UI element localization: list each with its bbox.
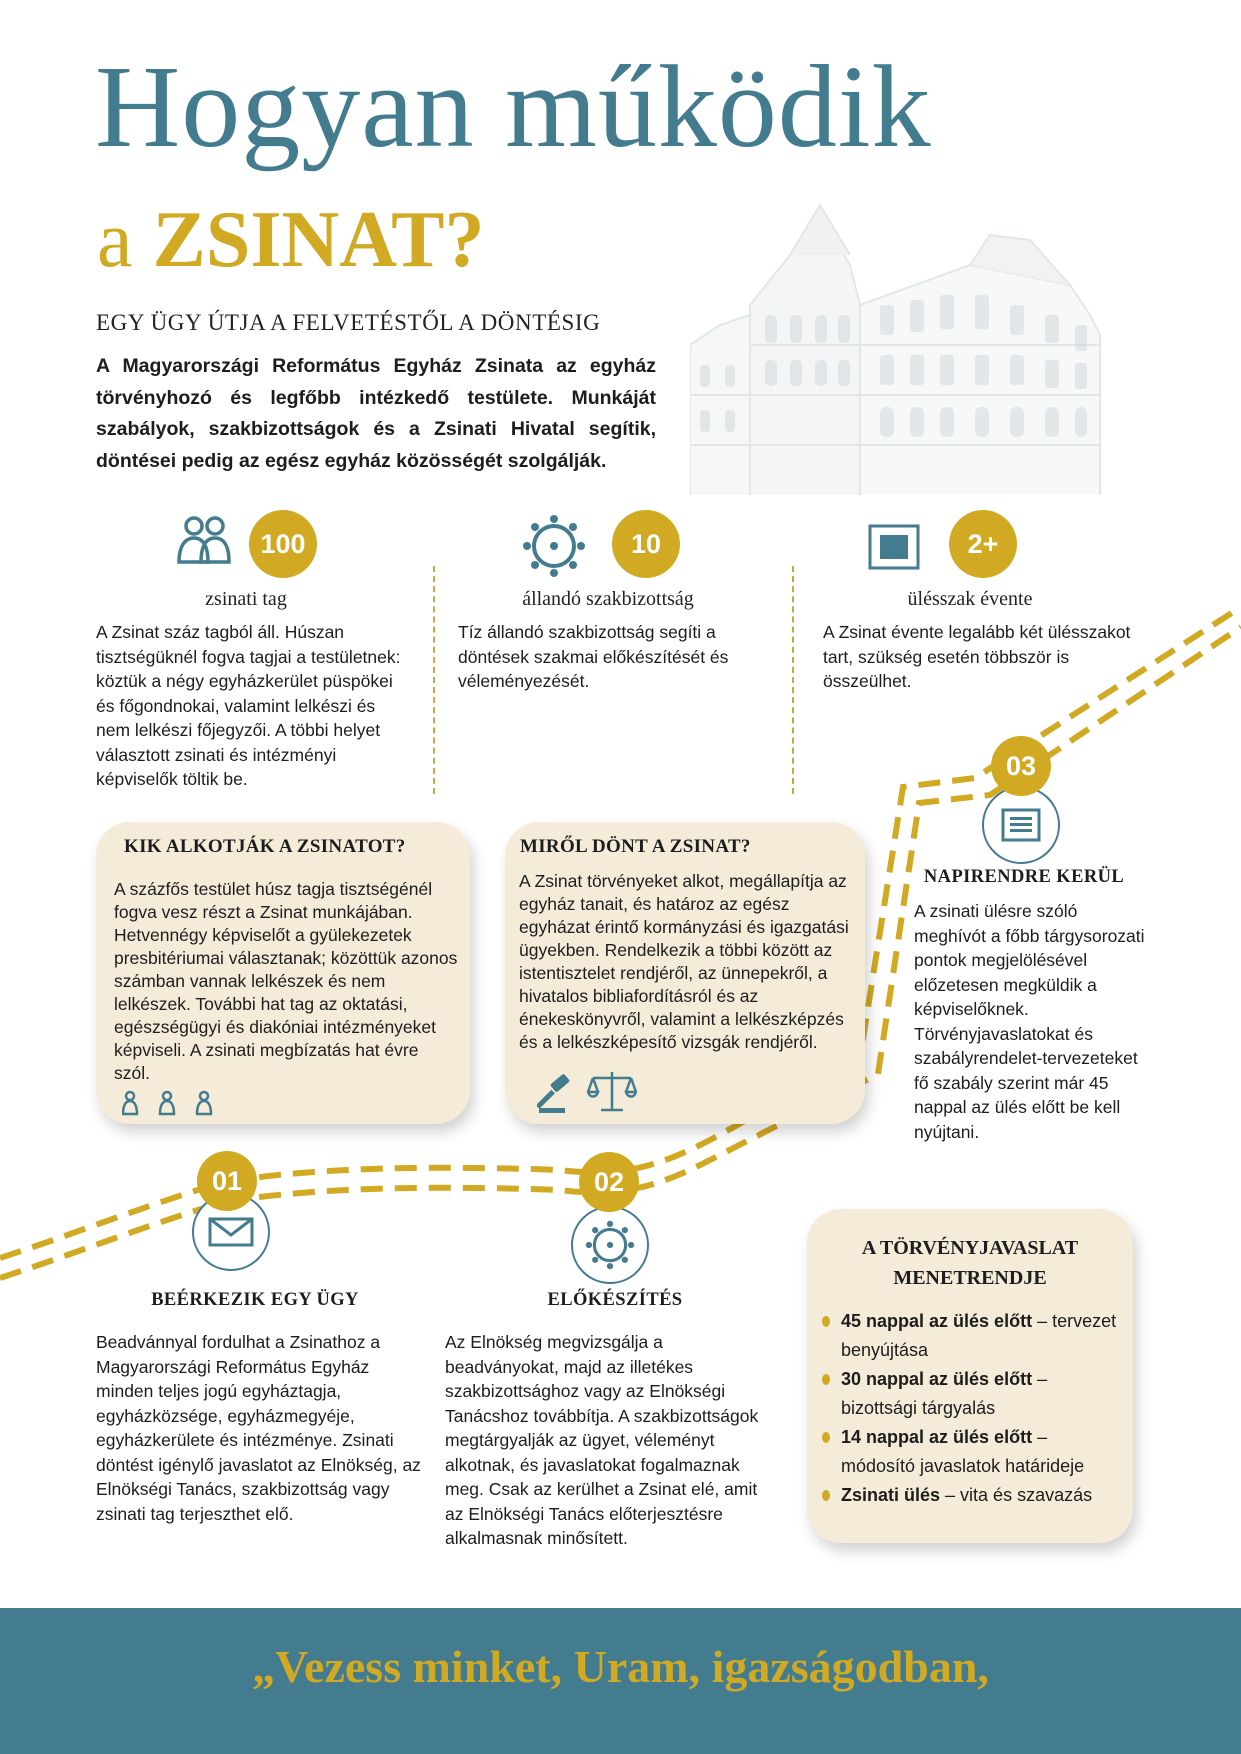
stat-label-committees: állandó szakbizottság	[522, 588, 694, 610]
bullet-dot	[822, 1490, 830, 1501]
people-icon	[122, 1090, 218, 1116]
stat-text-committees: Tíz állandó szakbizottság segíti a döntések szakmai előkészítését és véleményezését.	[458, 622, 729, 691]
page-title: Hogyan működik	[95, 41, 932, 172]
footer-quote: „Vezess minket, Uram, igazságodban,	[252, 1641, 989, 1692]
bullet-dot	[822, 1316, 830, 1327]
card-title-members: KIK ALKOTJÁK A ZSINATOT?	[124, 836, 406, 857]
step-title-01: BEÉRKEZIK EGY ÜGY	[151, 1290, 359, 1310]
timeline-title-line1: A TÖRVÉNYJAVASLAT	[861, 1237, 1079, 1259]
step-text-02: Az Elnökség megvizsgálja a beadványokat, majd az illetékes szakbizottsághoz vagy az Elnökségi Tanácshoz továbbítja. A szakbizottságok megtárgyalják az ügyet, véleményt alkotnak, és javaslatokat fogalmaznak meg. Csak az kerülhet a Zsinat elé, amit az Elnökségi Tanács előterjesztésre alkalmasnak minősített.	[445, 1332, 759, 1548]
step-text-01: Beadvánnyal fordulhat a Zsinathoz a Magyarországi Református Egyház minden teljes jogú egyháztagja, egyházközsége, egyházmegyéje, egyházkerülete és intézménye. Zsinati döntést igénylő javaslatot az Elnökség, az Elnökségi Tanács, szakbizottság vagy zsinati tag terjeszthet elő.	[96, 1332, 421, 1524]
agenda-icon	[1001, 808, 1041, 842]
timeline-item-bold: 14 nappal az ülés előtt	[841, 1427, 1033, 1447]
step-text-03: A zsinati ülésre szóló meghívót a főbb tárgysorozati pontok megjelölésével előzetesen megküldik a képviselőknek. Törvényjavaslatokat és szabályrendelet-tervezeteket fő szabály szerint már 45 nappal az ülés előtt be kell nyújtani.	[914, 901, 1145, 1142]
title-zsinat: ZSINAT?	[152, 196, 485, 284]
timeline-item-bold: 30 nappal az ülés előtt	[841, 1369, 1033, 1389]
timeline-item-bold: Zsinati ülés	[841, 1485, 941, 1505]
stat-text-members: A Zsinat száz tagból áll. Húszan tisztségüknél fogva tagjai a testületnek: köztük a négy egyházkerület püspökei és főgondnokai, valamint lelkészi és nem lelkészi főjegyzői. A többi helyet választott zsinati és intézményi képviselők töltik be.	[96, 622, 401, 789]
title-article: a	[97, 196, 133, 284]
card-members	[96, 822, 470, 1124]
bullet-dot	[822, 1432, 830, 1443]
step-circle-03	[982, 786, 1060, 864]
step-circle-02	[571, 1206, 649, 1284]
bullet-dot	[822, 1374, 830, 1385]
scales-icon	[587, 1068, 637, 1114]
intro-paragraph: A Magyarországi Református Egyház Zsinata az egyház törvényhozó és legfőbb intézkedő testülete. Munkáját szabályok, szakbizottságok és a Zsinati Hivatal segítik, döntései pedig az egész egyház közösségét szolgálják.	[96, 355, 656, 472]
timeline-item	[841, 1365, 1121, 1423]
timeline-item-rest: – tervezet benyújtása	[841, 1311, 1117, 1360]
gavel-icon	[537, 1072, 577, 1114]
timeline-title	[807, 1233, 1133, 1293]
timeline-item	[841, 1307, 1121, 1365]
timeline-item-rest: – vita és szavazás	[940, 1485, 1093, 1505]
card-decisions	[505, 822, 865, 1124]
step-title-02: ELŐKÉSZÍTÉS	[547, 1290, 683, 1310]
timeline-item-bold: 45 nappal az ülés előtt	[841, 1311, 1033, 1331]
step-badge-01: 01	[197, 1151, 257, 1211]
stat-badge-members: 100	[249, 510, 317, 578]
timeline-item-rest: – bizottsági tárgyalás	[841, 1369, 1048, 1418]
step-title-03: NAPIRENDRE KERÜL	[923, 867, 1125, 887]
stat-label-sessions: ülésszak évente	[907, 588, 1033, 610]
timeline-title-line2: MENETRENDJE	[893, 1267, 1047, 1289]
stat-badge-sessions: 2+	[949, 510, 1017, 578]
timeline-item	[841, 1423, 1121, 1481]
subtitle: EGY ÜGY ÚTJA A FELVETÉSTŐL A DÖNTÉSIG	[96, 310, 601, 335]
card-text-decisions: A Zsinat törvényeket alkot, megállapítja az egyház tanait, és határoz az egész egyházat érintő kormányzási és igazgatási ügyekben. Rendelkezik a többi között az istentisztelet rendjéről, az ünnepekről, a hivatalos bibliafordításról és az énekeskönyvről, valamint a lelkészképzés és a lelkészképesítő vizsgák rendjéről.	[519, 871, 849, 1052]
envelope-icon	[208, 1217, 254, 1247]
step-badge-03: 03	[991, 736, 1051, 796]
network-icon	[585, 1220, 635, 1270]
stat-text-sessions: A Zsinat évente legalább két ülésszakot tart, szükség esetén többször is összeülhet.	[823, 622, 1131, 691]
timeline-item-rest: – módosító javaslatok határideje	[841, 1427, 1085, 1476]
card-text-members: A százfős testület húsz tagja tisztségénél fogva vesz részt a Zsinat munkájában. Hetvennégy képviselőt a gyülekezetek presbitériumai választanak; közöttük azonos számban vannak lelkészek és nem lelkészek. További hat tag az oktatási, egészségügyi és diakóniai intézményeket képviseli. A zsinati megbízatás hat évre szól.	[114, 879, 458, 1083]
timeline-card	[807, 1209, 1133, 1543]
stat-badge-committees: 10	[612, 510, 680, 578]
card-title-decisions: MIRŐL DÖNT A ZSINAT?	[520, 836, 751, 857]
stat-label-members: zsinati tag	[205, 588, 287, 610]
timeline-item	[841, 1481, 1121, 1510]
step-badge-02: 02	[579, 1152, 639, 1212]
